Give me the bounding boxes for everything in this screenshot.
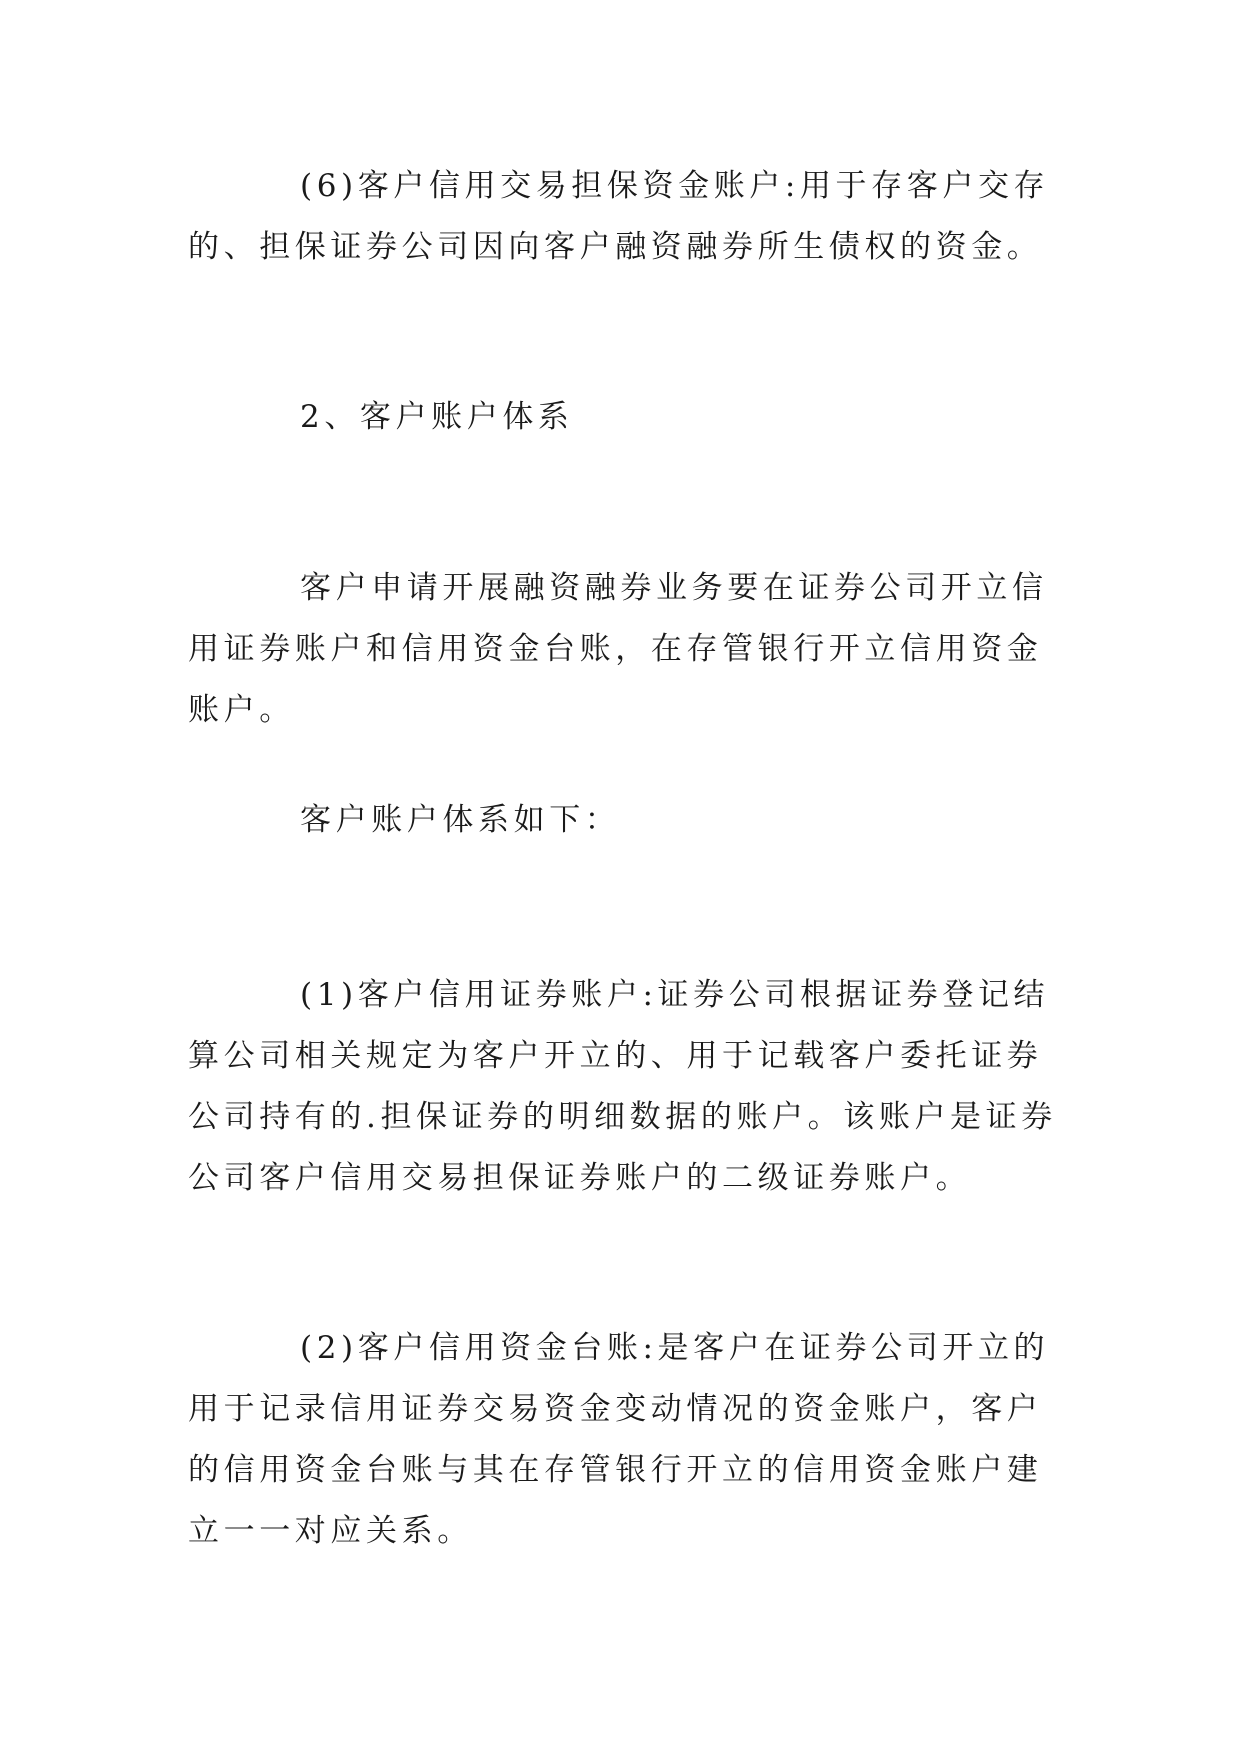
- paragraph-credit-fund-ledger: (2)客户信用资金台账:是客户在证券公司开立的用于记录信用证券交易资金变动情况的资金账户，客户的信用资金台账与其在存管银行开立的信用资金账户建立一一对应关系。: [188, 1330, 1050, 1549]
- paragraph-guarantee-fund-account: (6)客户信用交易担保资金账户:用于存客户交存的、担保证券公司因向客户融资融券所生债权的资金。: [188, 168, 1050, 265]
- paragraph-credit-securities-account: (1)客户信用证券账户:证券公司根据证券登记结算公司相关规定为客户开立的、用于记载客户委托证券公司持有的.担保证券的明细数据的账户。该账户是证券公司客户信用交易担保证券账户的二级证券账户。: [188, 977, 1057, 1196]
- section-heading-customer-account-system: 2、客户账户体系: [300, 399, 574, 435]
- paragraph-account-system-intro: 客户账户体系如下：: [300, 802, 621, 838]
- paragraph-account-opening: 客户申请开展融资融券业务要在证券公司开立信用证券账户和信用资金台账，在存管银行开立信用资金账户。: [188, 570, 1048, 728]
